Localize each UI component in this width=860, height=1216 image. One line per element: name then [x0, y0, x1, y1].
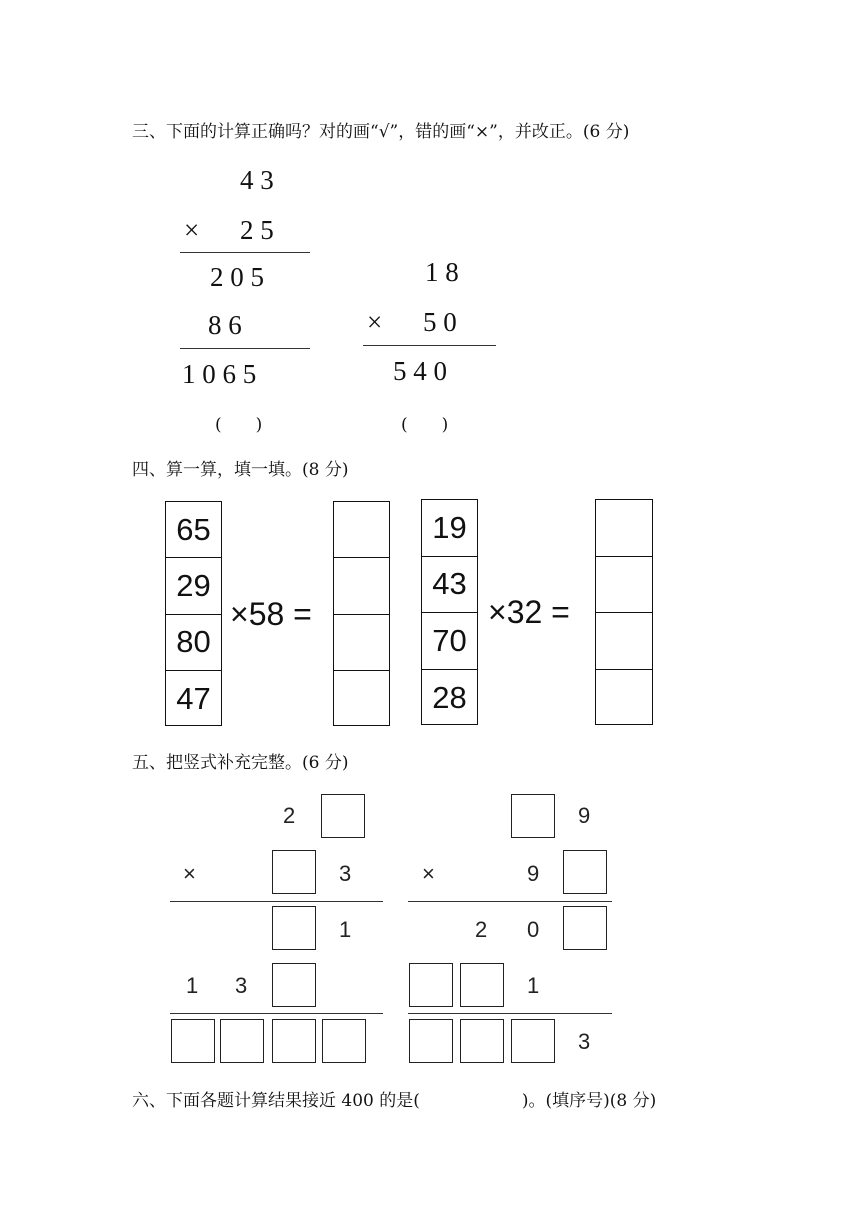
section-5-title: 五、把竖式补充完整。(6 分) [132, 753, 349, 773]
puzzle1-digit: 3 [235, 973, 248, 998]
calc1-result: 1 0 6 5 [182, 359, 257, 389]
section-6-title: 六、下面各题计算结果接近 400 的是( )。(填序号)(8 分) [132, 1091, 657, 1111]
puzzle2-blank-box[interactable] [409, 963, 453, 1007]
puzzle1-blank-box[interactable] [272, 963, 316, 1007]
puzzle2-blank-box[interactable] [563, 850, 607, 894]
puzzle1-times-sign: × [183, 861, 196, 886]
calc1-line-2 [180, 348, 310, 349]
answer-cell[interactable] [334, 502, 389, 558]
puzzle1-blank-box[interactable] [272, 906, 316, 950]
right-number-cell: 28 [432, 679, 467, 715]
calc2-answer-blank[interactable]: ( ) [401, 415, 449, 435]
left-number-cell: 80 [166, 615, 221, 671]
calc2-multiplicand: 1 8 [425, 257, 459, 287]
puzzle2-blank-box[interactable] [409, 1019, 453, 1063]
calc1-multiplier: 2 5 [240, 215, 274, 245]
puzzle2-blank-box[interactable] [460, 1019, 504, 1063]
calc2-multiplier: 5 0 [423, 307, 457, 337]
puzzle2-times-sign: × [422, 861, 435, 886]
puzzle1-blank-box[interactable] [220, 1019, 264, 1063]
puzzle1-digit: 1 [186, 973, 199, 998]
puzzle2-blank-box[interactable] [460, 963, 504, 1007]
puzzle2-digit: 2 [475, 917, 488, 942]
puzzle2-line-1 [408, 901, 612, 902]
puzzle2-blank-box[interactable] [563, 906, 607, 950]
calc1-line-1 [180, 252, 310, 253]
section-3-title: 三、下面的计算正确吗？对的画“√”，错的画“×”，并改正。(6 分) [132, 122, 630, 142]
right-number-cell: 70 [422, 613, 477, 670]
puzzle2-blank-box[interactable] [511, 1019, 555, 1063]
answer-cell[interactable] [596, 557, 652, 614]
answer-cell[interactable] [334, 671, 389, 727]
puzzle2-digit: 1 [527, 973, 540, 998]
puzzle2-blank-box[interactable] [511, 794, 555, 838]
puzzle1-blank-box[interactable] [272, 850, 316, 894]
calc1-times-sign: × [184, 215, 200, 245]
puzzle1-blank-box[interactable] [171, 1019, 215, 1063]
puzzle1-blank-box[interactable] [322, 1019, 366, 1063]
answer-cell[interactable] [596, 670, 652, 727]
puzzle1-digit: 2 [283, 803, 296, 828]
answer-cell[interactable] [596, 500, 652, 557]
left-number-cell: 47 [176, 680, 211, 716]
right-number-cell: 19 [422, 500, 477, 557]
puzzle2-digit: 0 [527, 917, 540, 942]
calc2-times-sign: × [367, 307, 383, 337]
answer-cell[interactable] [596, 613, 652, 670]
puzzle1-digit: 1 [339, 917, 352, 942]
right-number-cell: 43 [422, 557, 477, 614]
right-number-column [421, 499, 478, 725]
left-number-cell: 65 [166, 502, 221, 558]
answer-cell[interactable] [334, 615, 389, 671]
calc1-answer-blank[interactable]: ( ) [215, 415, 263, 435]
left-number-column [165, 501, 222, 726]
left-answer-column [333, 501, 390, 726]
calc2-result: 5 4 0 [393, 356, 447, 386]
puzzle1-blank-box[interactable] [321, 794, 365, 838]
section-4-title: 四、算一算，填一填。(8 分) [132, 460, 349, 480]
answer-cell[interactable] [334, 558, 389, 614]
puzzle2-line-2 [408, 1013, 612, 1014]
puzzle1-digit: 3 [339, 861, 352, 886]
puzzle1-line-2 [170, 1013, 383, 1014]
calc1-partial-2: 8 6 [208, 310, 242, 340]
puzzle1-blank-box[interactable] [272, 1019, 316, 1063]
right-answer-column [595, 499, 653, 725]
right-operation: ×32 = [488, 594, 570, 630]
puzzle2-digit: 3 [578, 1029, 591, 1054]
calc1-multiplicand: 4 3 [240, 165, 274, 195]
left-number-cell: 29 [166, 558, 221, 614]
left-operation: ×58 = [230, 596, 312, 632]
calc1-partial-1: 2 0 5 [210, 262, 264, 292]
calc2-line [363, 345, 496, 346]
puzzle1-line-1 [170, 901, 383, 902]
puzzle2-digit: 9 [578, 803, 591, 828]
puzzle2-digit: 9 [527, 861, 540, 886]
